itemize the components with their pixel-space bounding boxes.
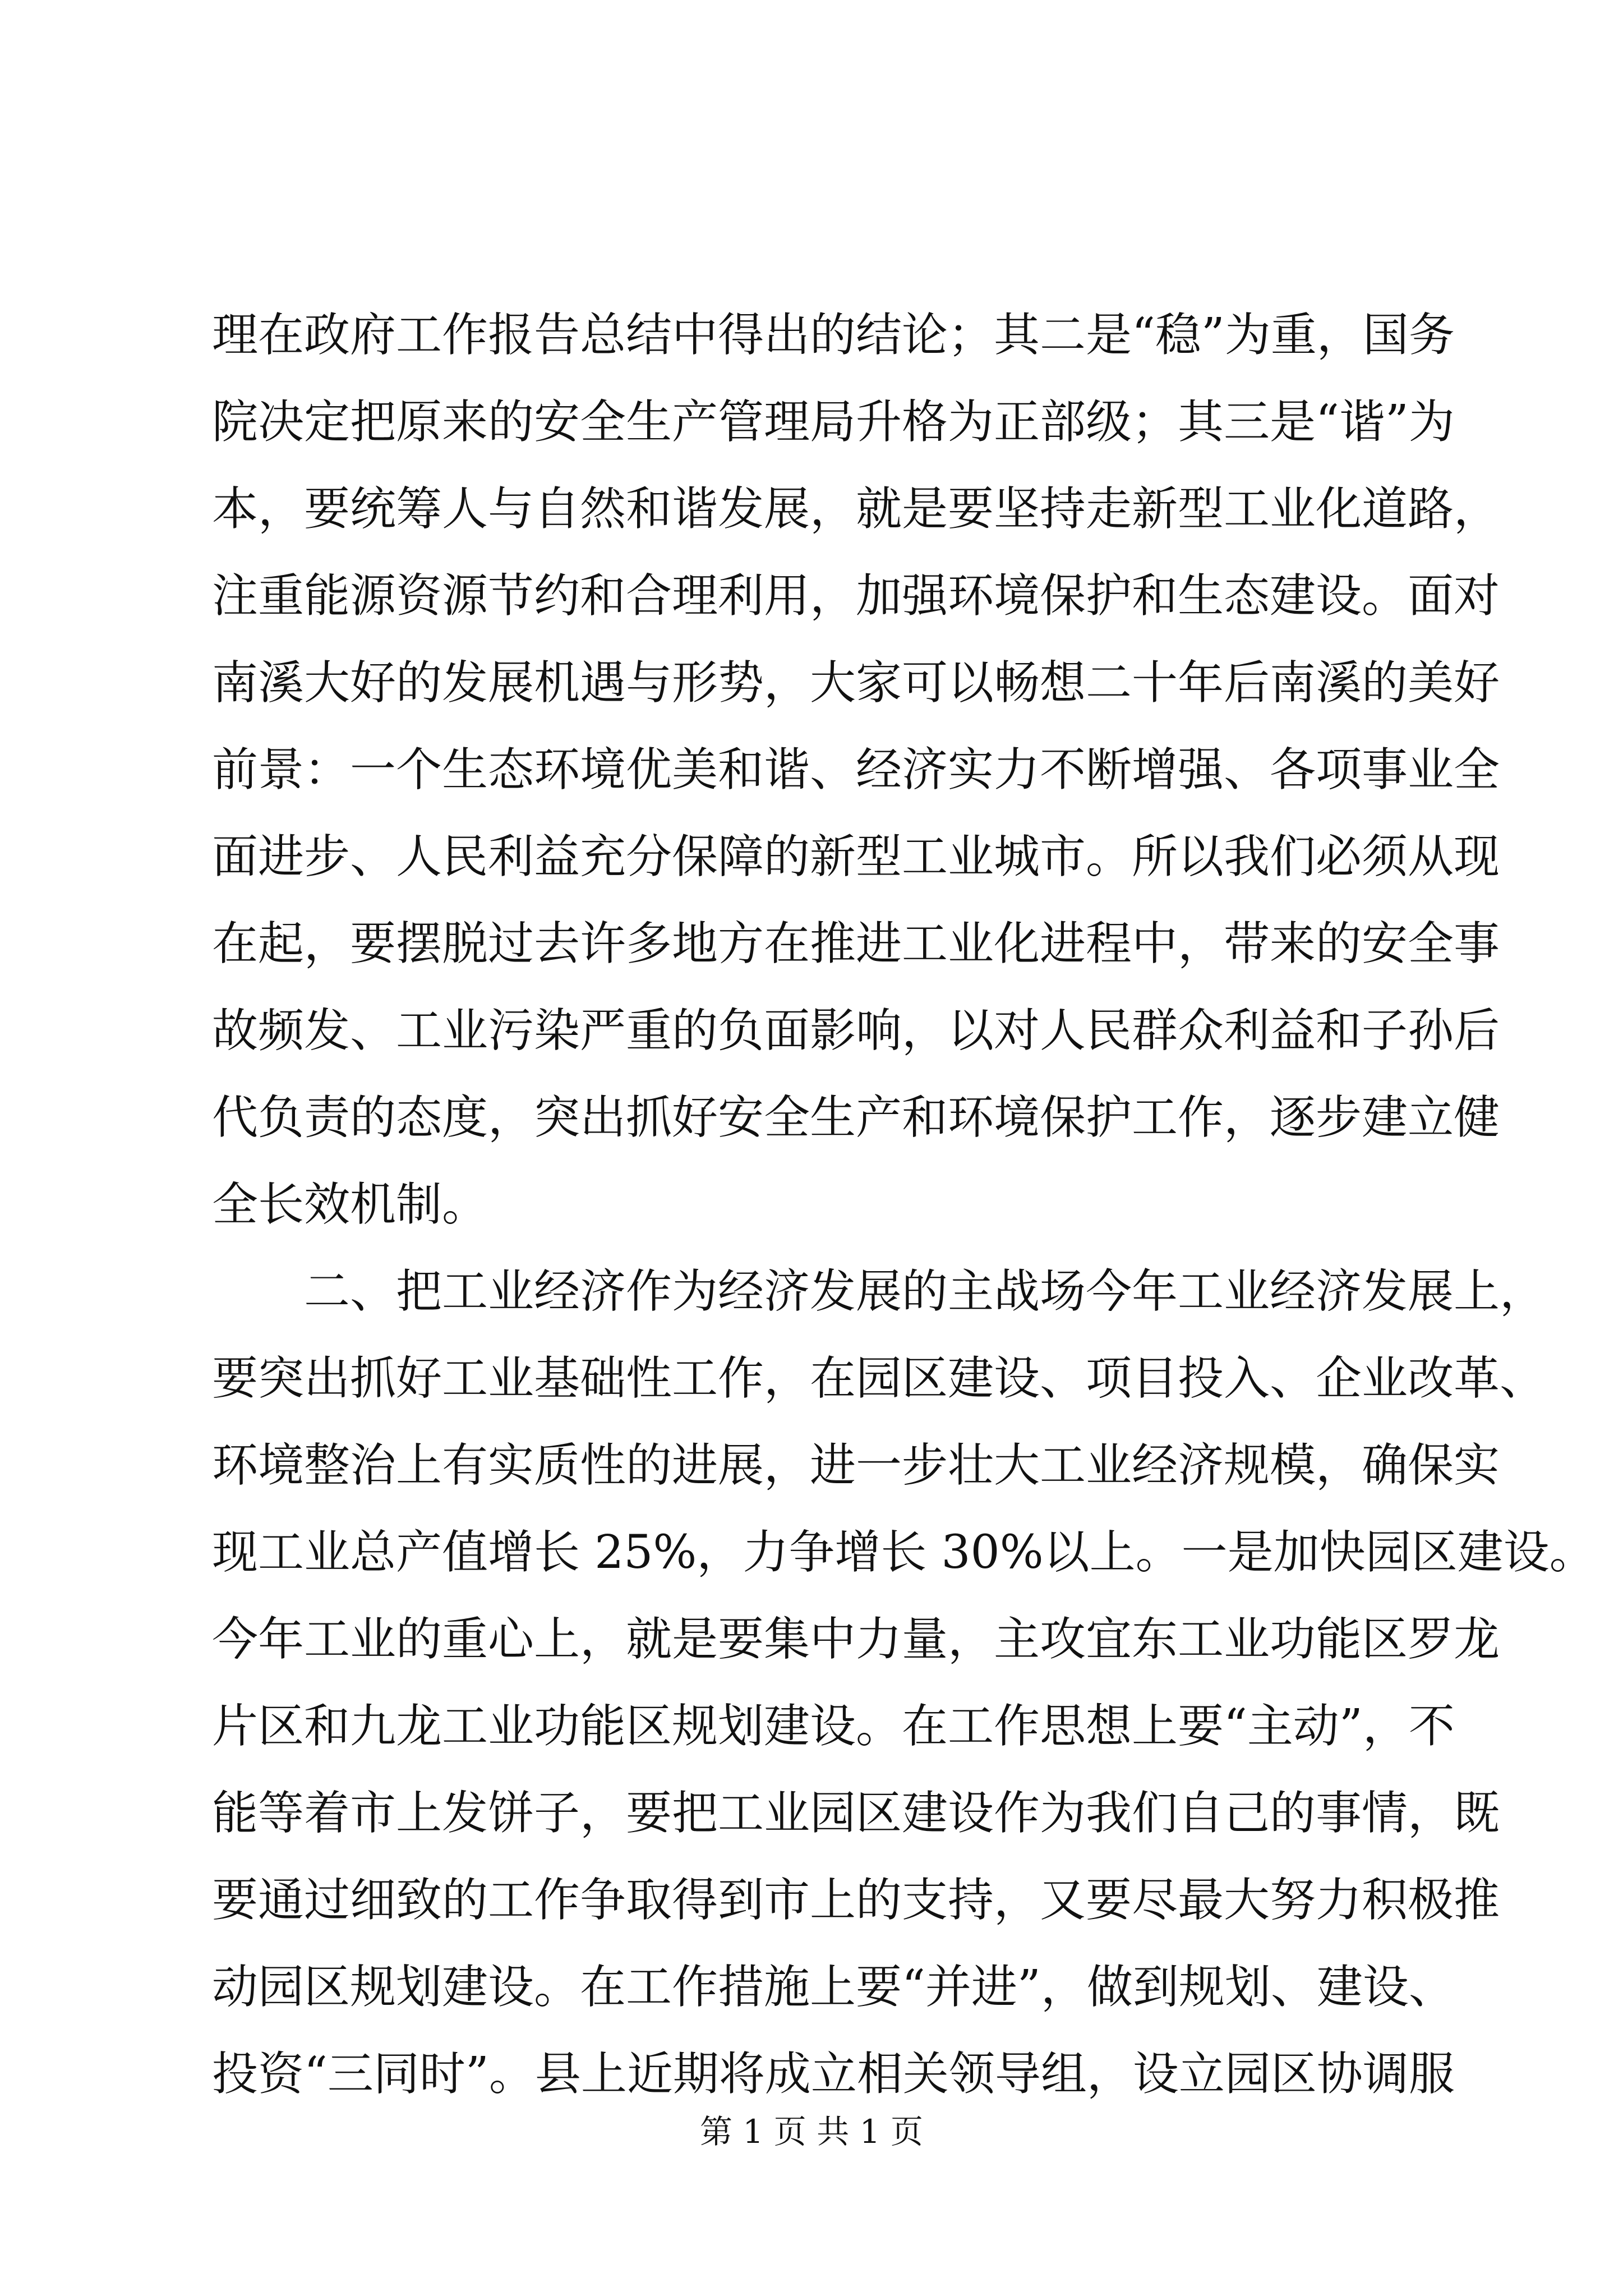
- paragraph-2-line-3: 环境整治上有实质性的进展，进一步壮大工业经济规模，确保实: [212, 1439, 1500, 1492]
- paragraph-2-line-1: 二、把工业经济作为经济发展的主战场今年工业经济发展上，: [304, 1265, 1546, 1318]
- paragraph-1-line-8: 在起，要摆脱过去许多地方在推进工业化进程中，带来的安全事: [212, 917, 1500, 970]
- paragraph-1-line-10: 代负责的态度，突出抓好安全生产和环境保护工作，逐步建立健: [212, 1091, 1500, 1144]
- page-footer: [0, 2109, 1623, 2154]
- paragraph-1-line-7: 面进步、人民利益充分保障的新型工业城市。所以我们必须从现: [212, 830, 1500, 884]
- paragraph-2-line-9: 动园区规划建设。在工作措施上要“并进”，做到规划、建设、: [212, 1961, 1455, 2014]
- page-number-label: 第 1 页 共 1 页: [700, 2113, 923, 2151]
- document-body: [212, 292, 1596, 2118]
- paragraph-2-line-8: 要通过细致的工作争取得到市上的支持，又要尽最大努力积极推: [212, 1874, 1500, 1927]
- paragraph-2-line-2: 要突出抓好工业基础性工作，在园区建设、项目投入、企业改革、: [212, 1352, 1546, 1405]
- paragraph-2-line-5: 今年工业的重心上，就是要集中力量，主攻宜东工业功能区罗龙: [212, 1613, 1500, 1666]
- paragraph-1-line-2: 院决定把原来的安全生产管理局升格为正部级；其三是“谐”为: [212, 395, 1455, 449]
- paragraph-2-line-6: 片区和九龙工业功能区规划建设。在工作思想上要“主动”，不: [212, 1700, 1455, 1753]
- paragraph-2-line-10: 投资“三同时”。县上近期将成立相关领导组，设立园区协调服: [212, 2047, 1455, 2101]
- paragraph-1-line-9: 故频发、工业污染严重的负面影响，以对人民群众利益和子孙后: [212, 1004, 1500, 1057]
- paragraph-2-line-7: 能等着市上发饼子，要把工业园区建设作为我们自己的事情，既: [212, 1787, 1500, 1840]
- paragraph-1-line-11: 全长效机制。: [212, 1178, 488, 1231]
- paragraph-1-line-5: 南溪大好的发展机遇与形势，大家可以畅想二十年后南溪的美好: [212, 656, 1500, 710]
- paragraph-2-line-4: 现工业总产值增长 25%，力争增长 30%以上。一是加快园区建设。: [212, 1526, 1596, 1579]
- paragraph-1-line-4: 注重能源资源节约和合理利用，加强环境保护和生态建设。面对: [212, 569, 1500, 623]
- paragraph-1-line-3: 本，要统筹人与自然和谐发展，就是要坚持走新型工业化道路，: [212, 482, 1500, 536]
- paragraph-1-line-6: 前景：一个生态环境优美和谐、经济实力不断增强、各项事业全: [212, 743, 1500, 797]
- paragraph-1-line-1: 理在政府工作报告总结中得出的结论；其二是“稳”为重，国务: [212, 309, 1455, 362]
